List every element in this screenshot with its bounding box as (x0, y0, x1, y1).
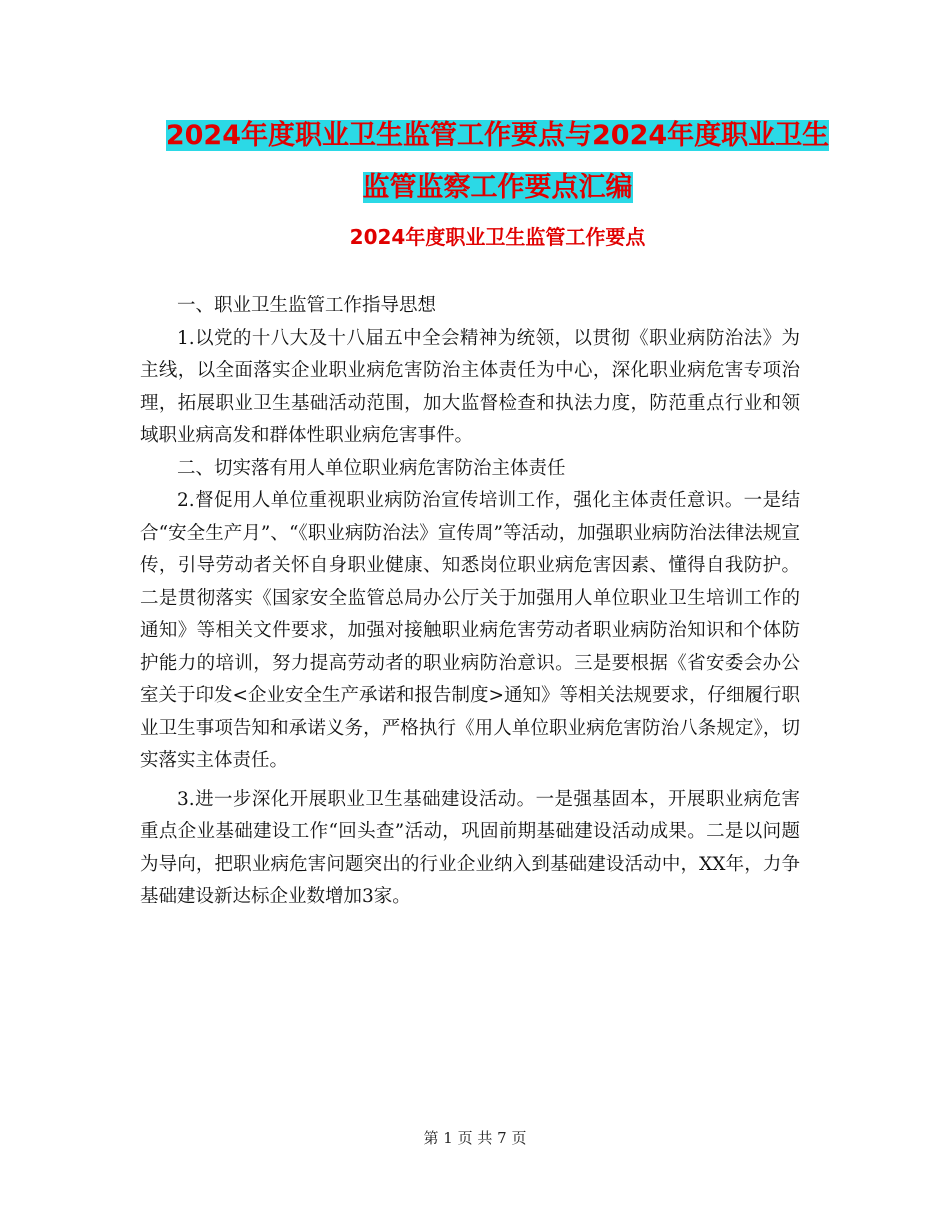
document-title (140, 110, 855, 214)
document-title-line-2: 监管监察工作要点汇编 (362, 172, 633, 203)
heading-guiding-ideology: 一、职业卫生监管工作指导思想 (177, 295, 437, 316)
paragraph-2: 2.督促用人单位重视职业病防治宣传培训工作，强化主体责任意识。一是结合“安全生产月”、“《职业病防治法》宣传周”等活动，加强职业病防治法律法规宣传，引导劳动者关怀自身职业健康、知悉岗位职业病危害因素、懂得自我防护。二是贯彻落实《国家安全监管总局办公厅关于加强用人单位职业卫生培训工作的通知》等相关文件要求，加强对接触职业病危害劳动者职业病防治知识和个体防护能力的培训，努力提高劳动者的职业病防治意识。三是要根据《省安委会办公室关于印发<企业安全生产承诺和报告制度>通知》等相关法规要求，仔细履行职业卫生事项告知和承诺义务，严格执行《用人单位职业病危害防治八条规定》，切实落实主体责任。 (140, 490, 801, 771)
heading-responsibility: 二、切实落有用人单位职业病危害防治主体责任 (177, 457, 566, 479)
paragraph-1: 1.以党的十八大及十八届五中全会精神为统领，以贯彻《职业病防治法》为主线，以全面落实企业职业病危害防治主体责任为中心，深化职业病危害专项治理，拓展职业卫生基础活动范围，加大监督检查和执法力度，防范重点行业和领域职业病高发和群体性职业病危害事件。 (140, 327, 800, 446)
document-body (140, 290, 800, 914)
section-title: 2024年度职业卫生监管工作要点 (349, 225, 646, 249)
page-footer: 第 1 页 共 7 页 (423, 1129, 527, 1147)
paragraph-3: 3.进一步深化开展职业卫生基础建设活动。一是强基固本，开展职业病危害重点企业基础建设工作“回头查”活动，巩固前期基础建设活动成果。二是以问题为导向，把职业病危害问题突出的行业企业纳入到基础建设活动中，XX年，力争基础建设新达标企业数增加3家。 (140, 788, 800, 907)
document-title-line-1: 2024年度职业卫生监管工作要点与2024年度职业卫生 (165, 120, 830, 151)
